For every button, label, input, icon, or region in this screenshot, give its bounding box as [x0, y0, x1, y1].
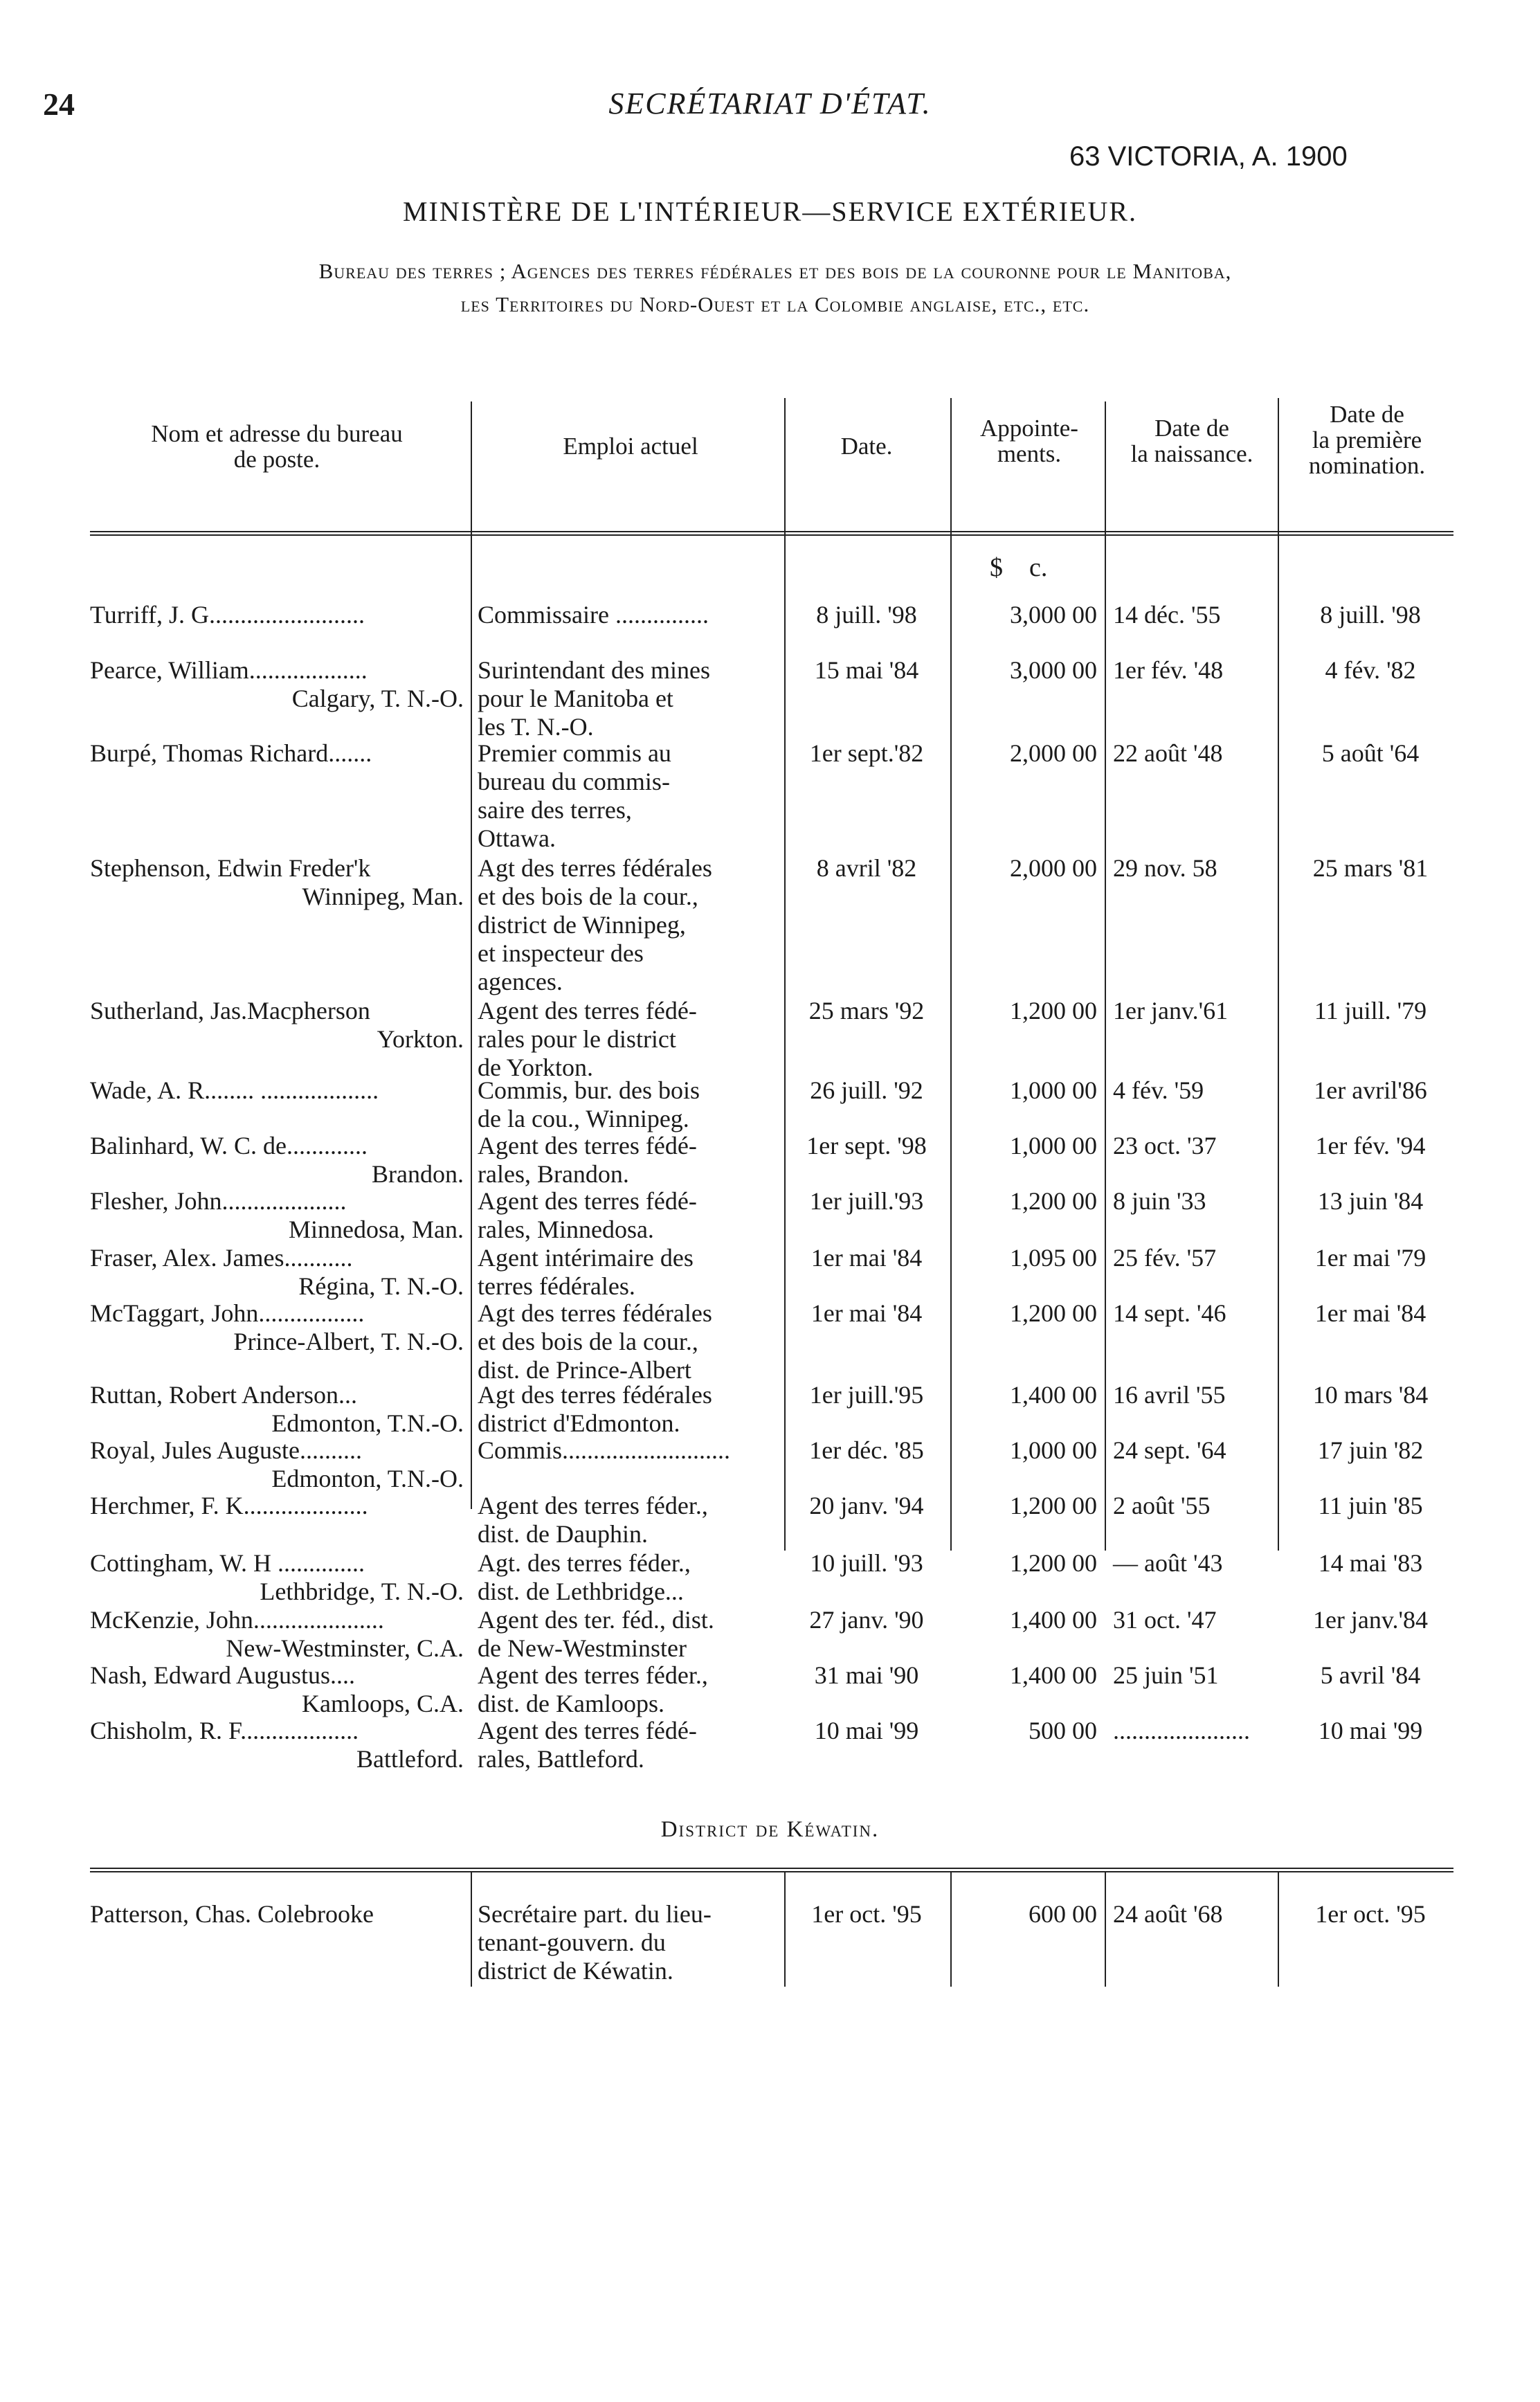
salary-line: 1,400 00 — [1010, 1661, 1097, 1689]
employee-position-line: Agent intérimaire des — [478, 1244, 694, 1272]
first-nomination-date — [1287, 1717, 1453, 1745]
salary-line: 1,200 00 — [1010, 1187, 1097, 1215]
appointment-date-line: 8 juill. '98 — [816, 601, 917, 629]
header-nom-line: Date de — [1330, 401, 1404, 428]
employee-position-line: de New-Westminster — [478, 1634, 687, 1662]
employee-position — [478, 997, 783, 1082]
birth-date — [1113, 1436, 1271, 1465]
employee-name-line: Minnedosa, Man. — [289, 1216, 464, 1243]
employee-name-line: Winnipeg, Man. — [302, 883, 464, 910]
header-nom-line: nomination. — [1308, 452, 1426, 479]
employee-position — [478, 1606, 783, 1663]
header-nom-line: la première — [1312, 426, 1422, 453]
employee-position-line: dist. de Dauphin. — [478, 1520, 648, 1548]
employee-position-line: et inspecteur des — [478, 939, 644, 967]
appointment-date-line: 1er juill.'95 — [809, 1381, 924, 1409]
salary-line: 1,000 00 — [1010, 1132, 1097, 1159]
salary-line: 2,000 00 — [1010, 739, 1097, 767]
header-rule — [90, 534, 1453, 536]
first-nomination-date — [1287, 1436, 1453, 1465]
birth-date — [1113, 1299, 1271, 1328]
salary — [959, 1381, 1097, 1409]
salary-line: 1,000 00 — [1010, 1076, 1097, 1104]
column-rule — [471, 401, 472, 1509]
employee-name-line: Stephenson, Edwin Freder'k — [90, 854, 371, 882]
birth-date — [1113, 656, 1271, 685]
employee-name-line: Cottingham, W. H .............. — [90, 1549, 365, 1577]
session-label: 63 VICTORIA, A. 1900 — [1069, 141, 1348, 172]
birth-date-line: 8 juin '33 — [1113, 1187, 1206, 1215]
first-nomination-date-line: 11 juill. '79 — [1314, 997, 1427, 1024]
salary — [959, 1244, 1097, 1272]
birth-date-line: 14 déc. '55 — [1113, 601, 1221, 629]
employee-name-line: McKenzie, John..................... — [90, 1606, 384, 1634]
employee-name-line: Chisholm, R. F................... — [90, 1717, 359, 1744]
appointment-date-line: 10 mai '99 — [814, 1717, 919, 1744]
salary — [959, 656, 1097, 685]
column-rule — [471, 1872, 472, 1987]
employee-position-line: de la cou., Winnipeg. — [478, 1105, 689, 1132]
salary-line: 1,000 00 — [1010, 1436, 1097, 1464]
employee-name — [90, 1661, 464, 1718]
employee-position — [478, 854, 783, 996]
employee-position-line: Agent des terres fédé- — [478, 1132, 697, 1159]
header-birth — [1107, 415, 1276, 467]
employee-name — [90, 1132, 464, 1189]
employee-position — [478, 1549, 783, 1606]
birth-date — [1113, 1661, 1271, 1690]
employee-position-line: les T. N.-O. — [478, 713, 594, 741]
appointment-date-line: 1er sept.'82 — [809, 739, 924, 767]
first-nomination-date-line: 5 août '64 — [1321, 739, 1420, 767]
birth-date — [1113, 1717, 1271, 1745]
employee-name-line: Brandon. — [372, 1160, 464, 1188]
employee-position-line: Agent des terres féder., — [478, 1661, 708, 1689]
appointment-date — [789, 1244, 944, 1272]
page-number: 24 — [43, 87, 75, 122]
first-nomination-date — [1287, 1187, 1453, 1216]
appointment-date — [789, 1549, 944, 1578]
employee-position-line: saire des terres, — [478, 796, 632, 824]
salary — [959, 1492, 1097, 1520]
birth-date — [1113, 1549, 1271, 1578]
currency-units: $ c. — [990, 553, 1048, 582]
employee-name — [90, 997, 464, 1054]
first-nomination-date — [1287, 1661, 1453, 1690]
appointment-date — [789, 601, 944, 629]
employee-position — [478, 1187, 783, 1244]
employee-name — [90, 1187, 464, 1244]
employee-position — [478, 656, 783, 741]
employee-position-line: et des bois de la cour., — [478, 883, 698, 910]
first-nomination-date-line: 1er fév. '94 — [1315, 1132, 1426, 1159]
salary — [959, 1900, 1097, 1929]
birth-date — [1113, 1381, 1271, 1409]
employee-name-line: Kamloops, C.A. — [302, 1690, 464, 1717]
birth-date — [1113, 997, 1271, 1025]
employee-position-line: rales, Brandon. — [478, 1160, 629, 1188]
column-rule — [784, 398, 786, 1551]
first-nomination-date-line: 13 juin '84 — [1317, 1187, 1424, 1215]
employee-position — [478, 1661, 783, 1718]
header-birth-line: Date de — [1154, 415, 1229, 442]
first-nomination-date — [1287, 739, 1453, 768]
header-emploi — [478, 433, 783, 459]
employee-name-line: Battleford. — [356, 1745, 464, 1773]
header-emploi-line: Emploi actuel — [563, 433, 698, 460]
birth-date — [1113, 1187, 1271, 1216]
employee-position-line: Secrétaire part. du lieu- — [478, 1900, 712, 1928]
employee-name — [90, 854, 464, 911]
header-date-line: Date. — [840, 433, 893, 460]
salary-line: 1,200 00 — [1010, 997, 1097, 1024]
salary-line: 500 00 — [1029, 1717, 1097, 1744]
first-nomination-date — [1287, 854, 1453, 883]
first-nomination-date-line: 1er mai '79 — [1314, 1244, 1426, 1272]
appointment-date-line: 15 mai '84 — [814, 656, 919, 684]
header-appt-line: Appointe- — [980, 415, 1078, 442]
employee-name — [90, 1436, 464, 1493]
header-appointements — [955, 415, 1103, 467]
employee-name-line: Yorkton. — [377, 1025, 464, 1053]
employee-position-line: district de Winnipeg, — [478, 911, 686, 939]
first-nomination-date — [1287, 1244, 1453, 1272]
salary — [959, 997, 1097, 1025]
employee-name-line: McTaggart, John................. — [90, 1299, 365, 1327]
employee-position — [478, 739, 783, 853]
birth-date — [1113, 601, 1271, 629]
birth-date-line: 23 oct. '37 — [1113, 1132, 1217, 1159]
running-head: SECRÉTARIAT D'ÉTAT. — [608, 87, 932, 120]
employee-name-line: Régina, T. N.-O. — [298, 1272, 464, 1300]
employee-position-line: Agent des terres féder., — [478, 1492, 708, 1519]
employee-position — [478, 601, 783, 629]
first-nomination-date — [1287, 1900, 1453, 1929]
first-nomination-date — [1287, 1492, 1453, 1520]
column-rule — [1278, 1872, 1279, 1987]
appointment-date-line: 20 janv. '94 — [809, 1492, 924, 1519]
birth-date-line: — août '43 — [1113, 1549, 1223, 1577]
salary-line: 1,400 00 — [1010, 1381, 1097, 1409]
column-rule — [1105, 401, 1106, 1551]
column-rule — [784, 1872, 786, 1987]
first-nomination-date-line: 25 mars '81 — [1312, 854, 1429, 882]
appointment-date — [789, 997, 944, 1025]
employee-name-line: Wade, A. R........ ................... — [90, 1076, 379, 1104]
salary — [959, 1717, 1097, 1745]
salary — [959, 1132, 1097, 1160]
column-rule — [950, 1872, 952, 1987]
employee-name-line: Edmonton, T.N.-O. — [271, 1409, 464, 1437]
employee-position-line: Agent des ter. féd., dist. — [478, 1606, 714, 1634]
employee-position-line: dist. de Kamloops. — [478, 1690, 664, 1717]
first-nomination-date-line: 1er mai '84 — [1314, 1299, 1426, 1327]
employee-name — [90, 1244, 464, 1301]
employee-name — [90, 1900, 464, 1929]
birth-date-line: 1er janv.'61 — [1113, 997, 1229, 1024]
employee-position-line: dist. de Prince-Albert — [478, 1356, 691, 1384]
salary-line: 1,200 00 — [1010, 1549, 1097, 1577]
employee-name — [90, 656, 464, 713]
birth-date-line: 2 août '55 — [1113, 1492, 1211, 1519]
salary-line: 1,095 00 — [1010, 1244, 1097, 1272]
district-heading: District de Kéwatin. — [660, 1817, 880, 1842]
appointment-date-line: 1er mai '84 — [810, 1299, 923, 1327]
employee-position-line: dist. de Lethbridge... — [478, 1578, 684, 1605]
employee-name-line: Patterson, Chas. Colebrooke — [90, 1900, 374, 1928]
employee-position-line: Commis........................... — [478, 1436, 731, 1464]
employee-name-line: New-Westminster, C.A. — [226, 1634, 464, 1662]
header-name-line: de poste. — [233, 446, 320, 473]
appointment-date-line: 31 mai '90 — [814, 1661, 919, 1689]
appointment-date — [789, 1900, 944, 1929]
column-rule — [1105, 1872, 1106, 1987]
appointment-date-line: 26 juill. '92 — [810, 1076, 923, 1104]
first-nomination-date-line: 17 juin '82 — [1317, 1436, 1424, 1464]
salary — [959, 1549, 1097, 1578]
employee-position-line: district d'Edmonton. — [478, 1409, 680, 1437]
employee-name — [90, 1549, 464, 1606]
employee-position — [478, 1076, 783, 1133]
first-nomination-date — [1287, 997, 1453, 1025]
first-nomination-date-line: 10 mars '84 — [1312, 1381, 1429, 1409]
salary — [959, 1299, 1097, 1328]
district-rule — [90, 1871, 1453, 1872]
birth-date-line: 25 juin '51 — [1113, 1661, 1219, 1689]
salary-line: 2,000 00 — [1010, 854, 1097, 882]
bureau-line-1: Bureau des terres ; Agences des terres fédérales et des bois de la couronne pour le Manitoba, — [318, 259, 1232, 283]
employee-position-line: rales, Minnedosa. — [478, 1216, 654, 1243]
birth-date-line: 16 avril '55 — [1113, 1381, 1226, 1409]
header-name — [90, 421, 464, 472]
birth-date — [1113, 1900, 1271, 1929]
employee-position — [478, 1492, 783, 1548]
birth-date — [1113, 739, 1271, 768]
birth-date-line: 14 sept. '46 — [1113, 1299, 1226, 1327]
birth-date — [1113, 854, 1271, 883]
first-nomination-date — [1287, 601, 1453, 629]
employee-position-line: Commissaire ............... — [478, 601, 709, 629]
district-rule — [90, 1868, 1453, 1869]
birth-date-line: 24 sept. '64 — [1113, 1436, 1226, 1464]
salary — [959, 1187, 1097, 1216]
employee-name-line: Nash, Edward Augustus.... — [90, 1661, 355, 1689]
first-nomination-date — [1287, 1606, 1453, 1634]
header-rule — [90, 531, 1453, 532]
employee-position-line: Premier commis au — [478, 739, 671, 767]
appointment-date — [789, 854, 944, 883]
birth-date-line: 29 nov. 58 — [1113, 854, 1217, 882]
employee-position-line: terres fédérales. — [478, 1272, 635, 1300]
first-nomination-date-line: 1er oct. '95 — [1315, 1900, 1426, 1928]
first-nomination-date — [1287, 1381, 1453, 1409]
employee-position-line: rales pour le district — [478, 1025, 676, 1053]
employee-name — [90, 1606, 464, 1663]
appointment-date — [789, 1299, 944, 1328]
salary-line: 1,400 00 — [1010, 1606, 1097, 1634]
appointment-date — [789, 656, 944, 685]
appointment-date — [789, 1492, 944, 1520]
employee-name-line: Flesher, John.................... — [90, 1187, 347, 1215]
employee-position-line: rales, Battleford. — [478, 1745, 644, 1773]
employee-position-line: Agt des terres fédérales — [478, 1299, 712, 1327]
salary-line: 3,000 00 — [1010, 656, 1097, 684]
salary — [959, 1076, 1097, 1105]
employee-name — [90, 1299, 464, 1356]
first-nomination-date — [1287, 1076, 1453, 1105]
first-nomination-date — [1287, 1299, 1453, 1328]
first-nomination-date-line: 10 mai '99 — [1318, 1717, 1423, 1744]
salary-line: 600 00 — [1029, 1900, 1097, 1928]
first-nomination-date — [1287, 1132, 1453, 1160]
employee-position-line: Commis, bur. des bois — [478, 1076, 700, 1104]
first-nomination-date — [1287, 1549, 1453, 1578]
employee-position-line: Agt des terres fédérales — [478, 854, 712, 882]
employee-position — [478, 1717, 783, 1773]
header-birth-line: la naissance. — [1130, 440, 1253, 467]
birth-date — [1113, 1606, 1271, 1634]
appointment-date-line: 1er déc. '85 — [809, 1436, 924, 1464]
employee-position — [478, 1381, 783, 1438]
employee-position-line: pour le Manitoba et — [478, 685, 673, 712]
birth-date-line: 31 oct. '47 — [1113, 1606, 1217, 1634]
appointment-date-line: 1er oct. '95 — [811, 1900, 922, 1928]
salary-line: 1,200 00 — [1010, 1299, 1097, 1327]
bureau-line-2: les Territoires du Nord-Ouest et la Colombie anglaise, etc., etc. — [460, 292, 1090, 316]
header-appt-line: ments. — [997, 440, 1062, 467]
birth-date — [1113, 1132, 1271, 1160]
employee-name — [90, 1717, 464, 1773]
salary — [959, 601, 1097, 629]
salary — [959, 739, 1097, 768]
column-rule — [950, 398, 952, 1551]
employee-position — [478, 1132, 783, 1189]
employee-name-line: Edmonton, T.N.-O. — [271, 1465, 464, 1492]
birth-date — [1113, 1492, 1271, 1520]
appointment-date-line: 1er mai '84 — [810, 1244, 923, 1272]
first-nomination-date-line: 1er janv.'84 — [1312, 1606, 1429, 1634]
employee-name — [90, 1076, 464, 1105]
birth-date-line: 22 août '48 — [1113, 739, 1223, 767]
employee-position-line: Agent des terres fédé- — [478, 1717, 697, 1744]
bureau-subtitle — [83, 255, 1467, 321]
employee-name-line: Turriff, J. G......................... — [90, 601, 365, 629]
employee-name-line: Sutherland, Jas.Macpherson — [90, 997, 370, 1024]
appointment-date — [789, 1132, 944, 1160]
employee-position-line: Agt des terres fédérales — [478, 1381, 712, 1409]
salary-line: 1,200 00 — [1010, 1492, 1097, 1519]
employee-position-line: district de Kéwatin. — [478, 1957, 673, 1985]
employee-position — [478, 1900, 783, 1985]
employee-name-line: Calgary, T. N.-O. — [291, 685, 464, 712]
employee-name-line: Ruttan, Robert Anderson... — [90, 1381, 357, 1409]
ministry-title: MINISTÈRE DE L'INTÉRIEUR—SERVICE EXTÉRIEUR. — [402, 196, 1138, 227]
appointment-date — [789, 1436, 944, 1465]
employee-position-line: Surintendant des mines — [478, 656, 710, 684]
employee-position-line: tenant-gouvern. du — [478, 1929, 666, 1956]
employee-name — [90, 1492, 464, 1520]
header-nomination — [1280, 401, 1453, 478]
appointment-date — [789, 1381, 944, 1409]
appointment-date-line: 25 mars '92 — [808, 997, 925, 1024]
first-nomination-date-line: 11 juin '85 — [1318, 1492, 1423, 1519]
column-rule — [1278, 398, 1279, 1551]
appointment-date — [789, 1717, 944, 1745]
appointment-date-line: 10 juill. '93 — [810, 1549, 923, 1577]
first-nomination-date-line: 14 mai '83 — [1318, 1549, 1423, 1577]
first-nomination-date-line: 8 juill. '98 — [1320, 601, 1421, 629]
employee-position-line: Agent des terres fédé- — [478, 1187, 697, 1215]
birth-date-line: 1er fév. '48 — [1113, 656, 1224, 684]
employee-name-line: Burpé, Thomas Richard....... — [90, 739, 372, 767]
employee-name-line: Herchmer, F. K.................... — [90, 1492, 368, 1519]
appointment-date-line: 8 avril '82 — [816, 854, 917, 882]
header-name-line: Nom et adresse du bureau — [151, 420, 403, 447]
employee-position-line: Ottawa. — [478, 824, 556, 852]
employee-position — [478, 1299, 783, 1384]
employee-position — [478, 1436, 783, 1465]
employee-position-line: agences. — [478, 968, 563, 995]
salary — [959, 1606, 1097, 1634]
appointment-date — [789, 739, 944, 768]
appointment-date — [789, 1076, 944, 1105]
birth-date — [1113, 1244, 1271, 1272]
first-nomination-date-line: 1er avril'86 — [1314, 1076, 1427, 1104]
appointment-date-line: 1er sept. '98 — [806, 1132, 927, 1159]
appointment-date-line: 1er juill.'93 — [809, 1187, 924, 1215]
employee-name — [90, 601, 464, 629]
employee-name-line: Fraser, Alex. James........... — [90, 1244, 353, 1272]
employee-position-line: Agent des terres fédé- — [478, 997, 697, 1024]
birth-date — [1113, 1076, 1271, 1105]
salary — [959, 1436, 1097, 1465]
first-nomination-date-line: 5 avril '84 — [1320, 1661, 1421, 1689]
appointment-date — [789, 1187, 944, 1216]
employee-name-line: Lethbridge, T. N.-O. — [260, 1578, 464, 1605]
employee-name-line: Balinhard, W. C. de............. — [90, 1132, 368, 1159]
employee-name-line: Royal, Jules Auguste.......... — [90, 1436, 362, 1464]
birth-date-line: 25 fév. '57 — [1113, 1244, 1217, 1272]
employee-position-line: Agt. des terres féder., — [478, 1549, 691, 1577]
first-nomination-date-line: 4 fév. '82 — [1325, 656, 1416, 684]
employee-position-line: bureau du commis- — [478, 768, 670, 795]
employee-position-line: de Yorkton. — [478, 1054, 594, 1081]
birth-date-line: 24 août '68 — [1113, 1900, 1223, 1928]
birth-date-line: 4 fév. '59 — [1113, 1076, 1204, 1104]
appointment-date — [789, 1606, 944, 1634]
salary-line: 3,000 00 — [1010, 601, 1097, 629]
appointment-date-line: 27 janv. '90 — [809, 1606, 924, 1634]
employee-name — [90, 1381, 464, 1438]
employee-name — [90, 739, 464, 768]
birth-date-line: ...................... — [1113, 1717, 1250, 1744]
header-date — [789, 433, 944, 459]
first-nomination-date — [1287, 656, 1453, 685]
employee-position — [478, 1244, 783, 1301]
salary — [959, 854, 1097, 883]
appointment-date — [789, 1661, 944, 1690]
salary — [959, 1661, 1097, 1690]
employee-name-line: Pearce, William................... — [90, 656, 368, 684]
employee-name-line: Prince-Albert, T. N.-O. — [233, 1328, 464, 1355]
employee-position-line: et des bois de la cour., — [478, 1328, 698, 1355]
